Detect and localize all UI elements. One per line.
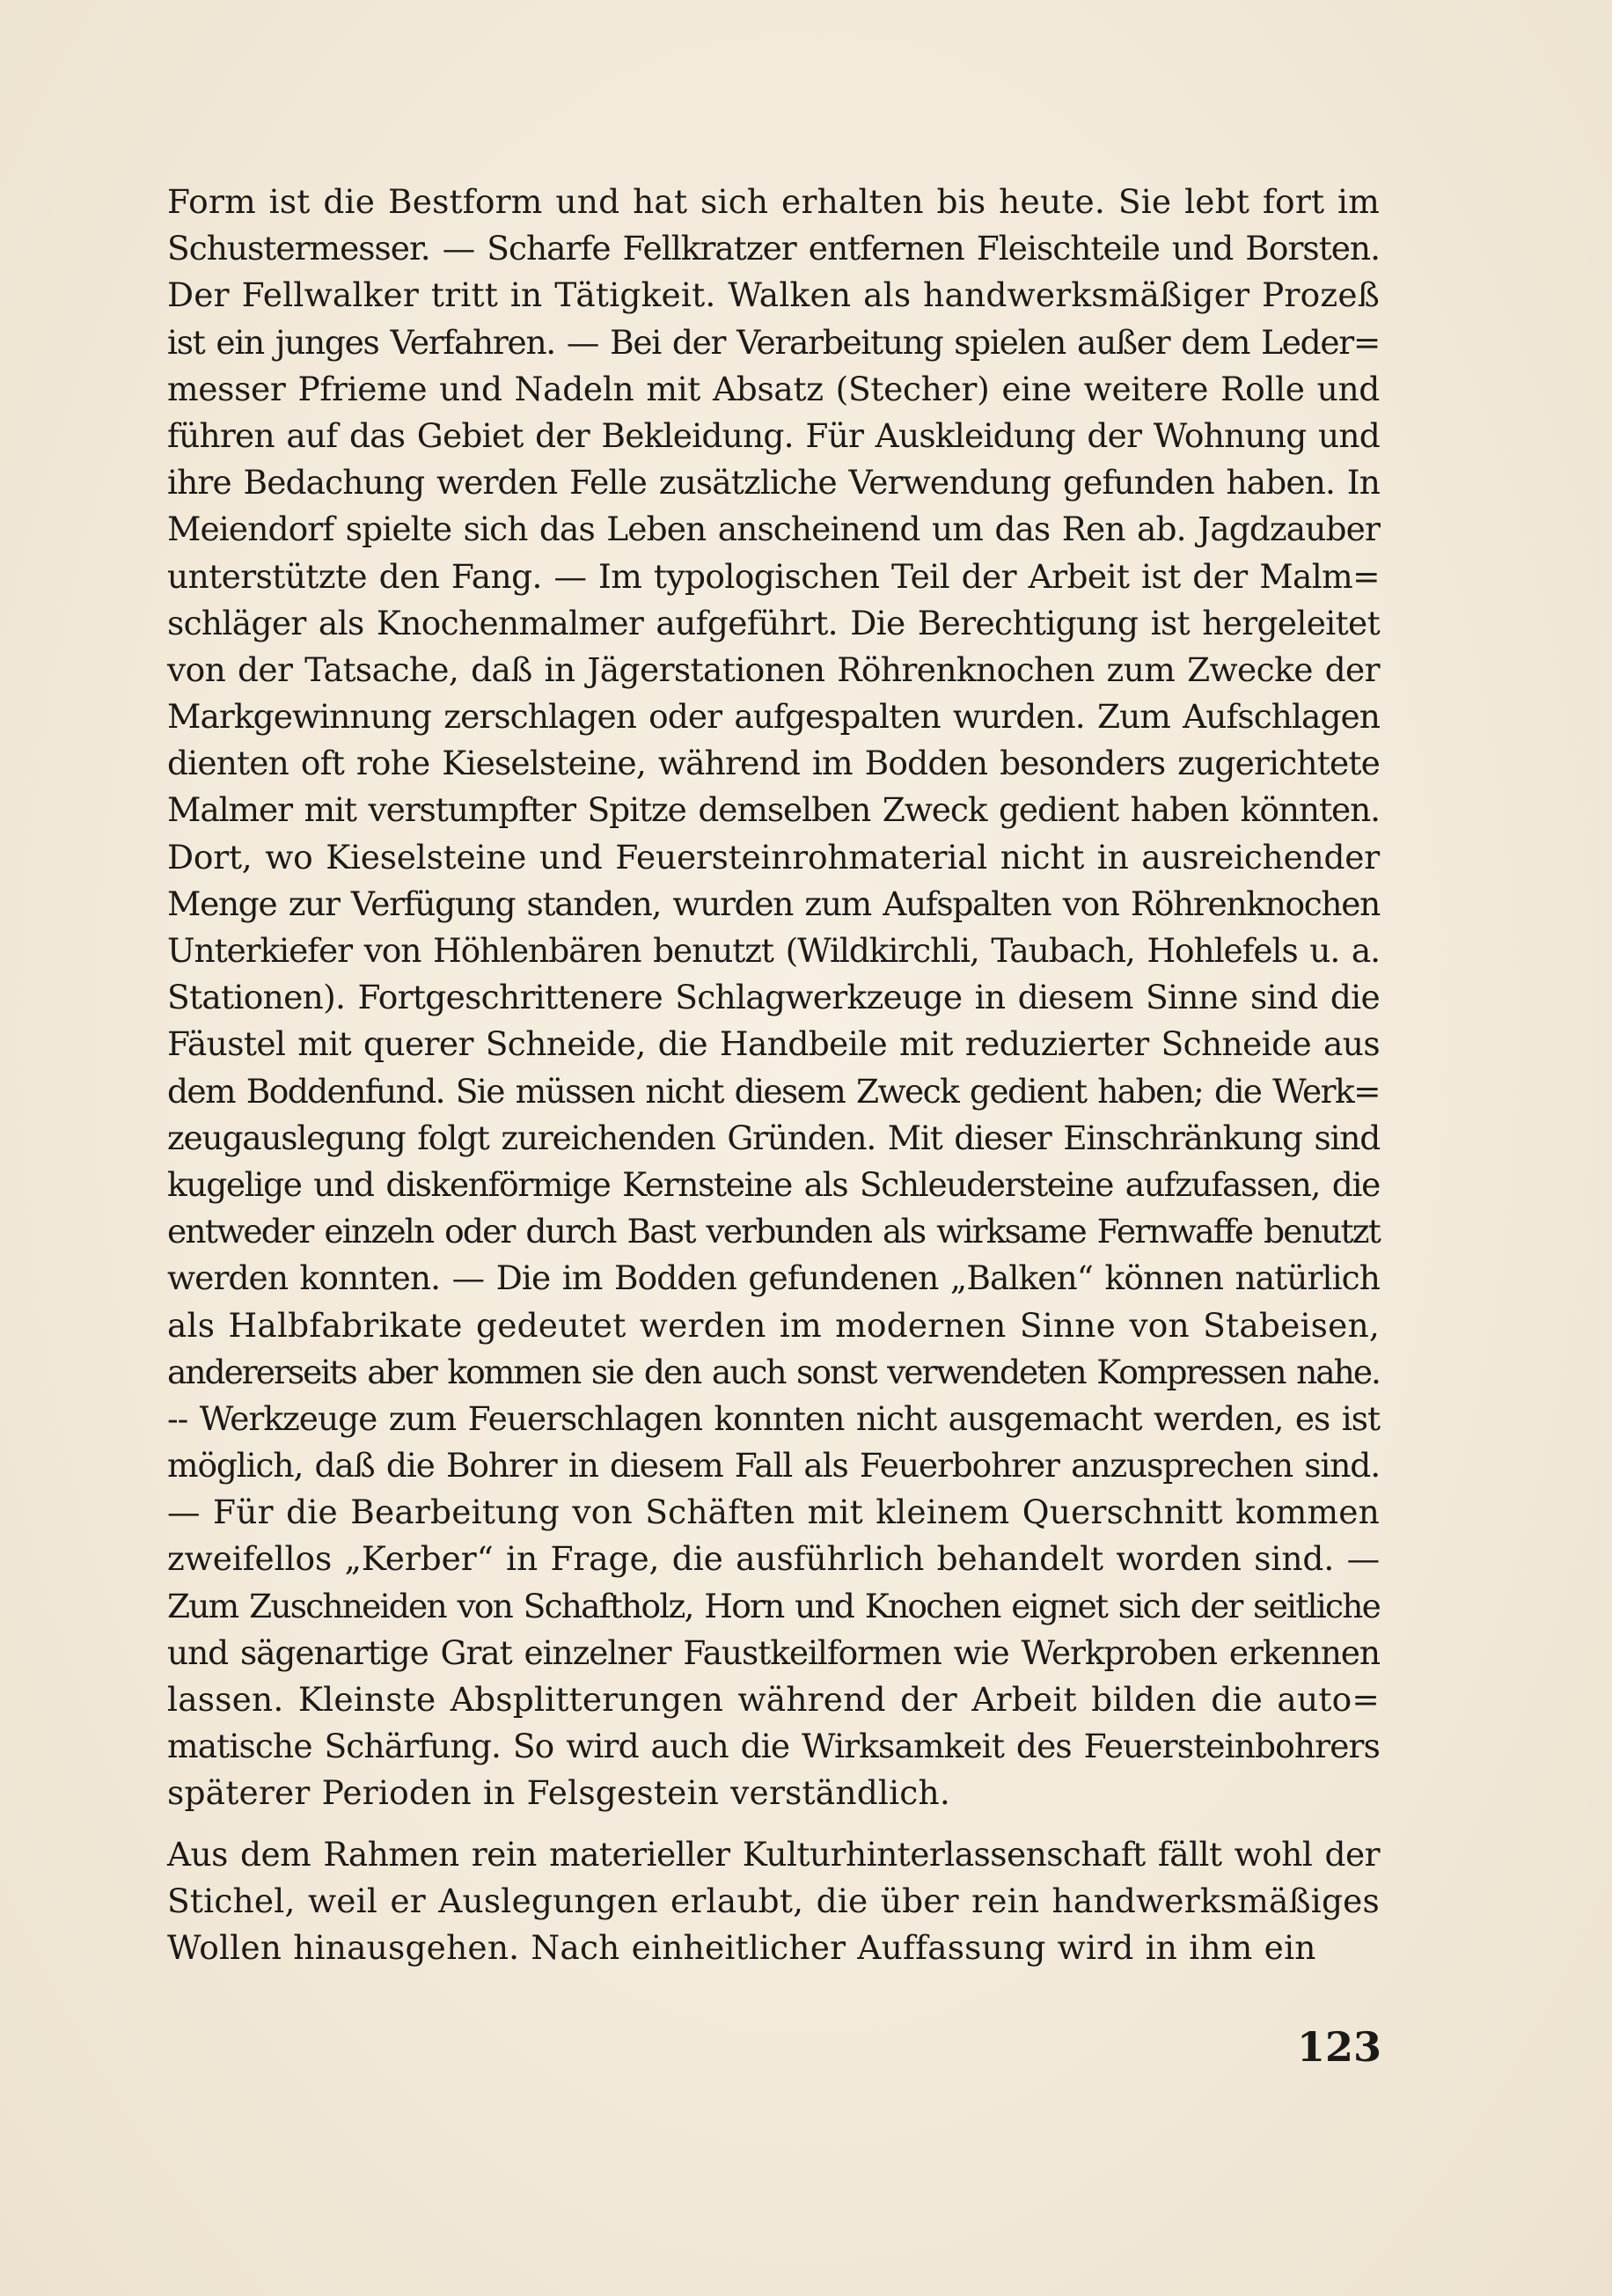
text-line: kugelige und diskenförmige Kernsteine als Schleudersteine aufzufassen, die <box>167 1164 1380 1204</box>
text-line: -- Werkzeuge zum Feuerschlagen konnten nicht ausgemacht werden, es ist <box>167 1398 1380 1438</box>
body-text <box>167 179 1380 1971</box>
text-line: schläger als Knochenmalmer aufgeführt. Die Berechtigung ist hergeleitet <box>167 603 1380 642</box>
text-line: dienten oft rohe Kieselsteine, während im Bodden besonders zugerichtete <box>167 744 1380 783</box>
text-line: Schustermesser. — Scharfe Fellkratzer entfernen Fleischteile und Borsten. <box>167 229 1380 268</box>
text-line: Wollen hinausgehen. Nach einheitlicher Auffassung wird in ihm ein <box>167 1927 1316 1967</box>
text-line: lassen. Kleinste Absplitterungen während der Arbeit bilden die auto= <box>167 1680 1380 1719</box>
text-line: als Halbfabrikate gedeutet werden im modernen Sinne von Stabeisen, <box>167 1305 1380 1345</box>
text-line: ihre Bedachung werden Felle zusätzliche Verwendung gefunden haben. In <box>167 463 1380 502</box>
text-line: werden konnten. — Die im Bodden gefundenen „Balken“ können natürlich <box>167 1258 1380 1298</box>
text-line: Malmer mit verstumpfter Spitze demselben Zweck gedient haben könnten. <box>167 790 1380 830</box>
text-line: andererseits aber kommen sie den auch sonst verwendeten Kompressen nahe. <box>167 1352 1380 1391</box>
text-line: Unterkiefer von Höhlenbären benutzt (Wildkirchli, Taubach, Hohlefels u. a. <box>167 931 1380 970</box>
text-line: Zum Zuschneiden von Schaftholz, Horn und Knochen eignet sich der seitliche <box>167 1586 1380 1625</box>
text-line: und sägenartige Grat einzelner Faustkeilformen wie Werkproben erkennen <box>167 1632 1380 1672</box>
text-line: Stichel, weil er Auslegungen erlaubt, die über rein handwerksmäßiges <box>167 1881 1380 1920</box>
text-line: möglich, daß die Bohrer in diesem Fall als Feuerbohrer anzusprechen sind. <box>167 1446 1380 1485</box>
text-line: Dort, wo Kieselsteine und Feuersteinrohmaterial nicht in ausreichender <box>167 837 1380 877</box>
paragraph <box>167 179 1380 1817</box>
text-line: von der Tatsache, daß in Jägerstationen Röhrenknochen zum Zwecke der <box>167 649 1380 689</box>
text-line: Markgewinnung zerschlagen oder aufgespalten wurden. Zum Aufschlagen <box>167 697 1380 737</box>
text-line: Stationen). Fortgeschrittenere Schlagwerkzeuge in diesem Sinne sind die <box>167 978 1380 1017</box>
text-line: Meiendorf spielte sich das Leben anscheinend um das Ren ab. Jagdzauber <box>167 510 1380 549</box>
text-line: Form ist die Bestform und hat sich erhalten bis heute. Sie lebt fort im <box>167 182 1380 221</box>
text-line: — Für die Bearbeitung von Schäften mit kleinem Querschnitt kommen <box>167 1493 1380 1532</box>
text-line: Aus dem Rahmen rein materieller Kulturhinterlassenschaft fällt wohl der <box>167 1834 1380 1874</box>
paragraph <box>167 1831 1380 1972</box>
text-line: entweder einzeln oder durch Bast verbunden als wirksame Fernwaffe benutzt <box>167 1212 1380 1251</box>
text-line: führen auf das Gebiet der Bekleidung. Für Auskleidung der Wohnung und <box>167 415 1380 455</box>
text-line: matische Schärfung. So wird auch die Wirksamkeit des Feuersteinbohrers <box>167 1727 1380 1766</box>
text-line: ist ein junges Verfahren. — Bei der Verarbeitung spielen außer dem Leder= <box>167 322 1380 362</box>
text-line: unterstützte den Fang. — Im typologischen Teil der Arbeit ist der Malm= <box>167 556 1380 596</box>
text-line: späterer Perioden in Felsgestein verständlich. <box>167 1773 950 1813</box>
text-line: zweifellos „Kerber“ in Frage, die ausführlich behandelt worden sind. — <box>167 1539 1380 1579</box>
text-line: dem Boddenfund. Sie müssen nicht diesem Zweck gedient haben; die Werk= <box>167 1071 1380 1111</box>
text-line: messer Pfrieme und Nadeln mit Absatz (Stecher) eine weitere Rolle und <box>167 369 1380 408</box>
text-line: zeugauslegung folgt zureichenden Gründen. Mit dieser Einschränkung sind <box>167 1118 1380 1157</box>
page-number: 123 <box>1296 2023 1381 2071</box>
text-line: Der Fellwalker tritt in Tätigkeit. Walken als handwerksmäßiger Prozeß <box>167 275 1380 315</box>
text-line: Fäustel mit querer Schneide, die Handbeile mit reduzierter Schneide aus <box>167 1024 1380 1064</box>
text-line: Menge zur Verfügung standen, wurden zum Aufspalten von Röhrenknochen <box>167 884 1380 923</box>
